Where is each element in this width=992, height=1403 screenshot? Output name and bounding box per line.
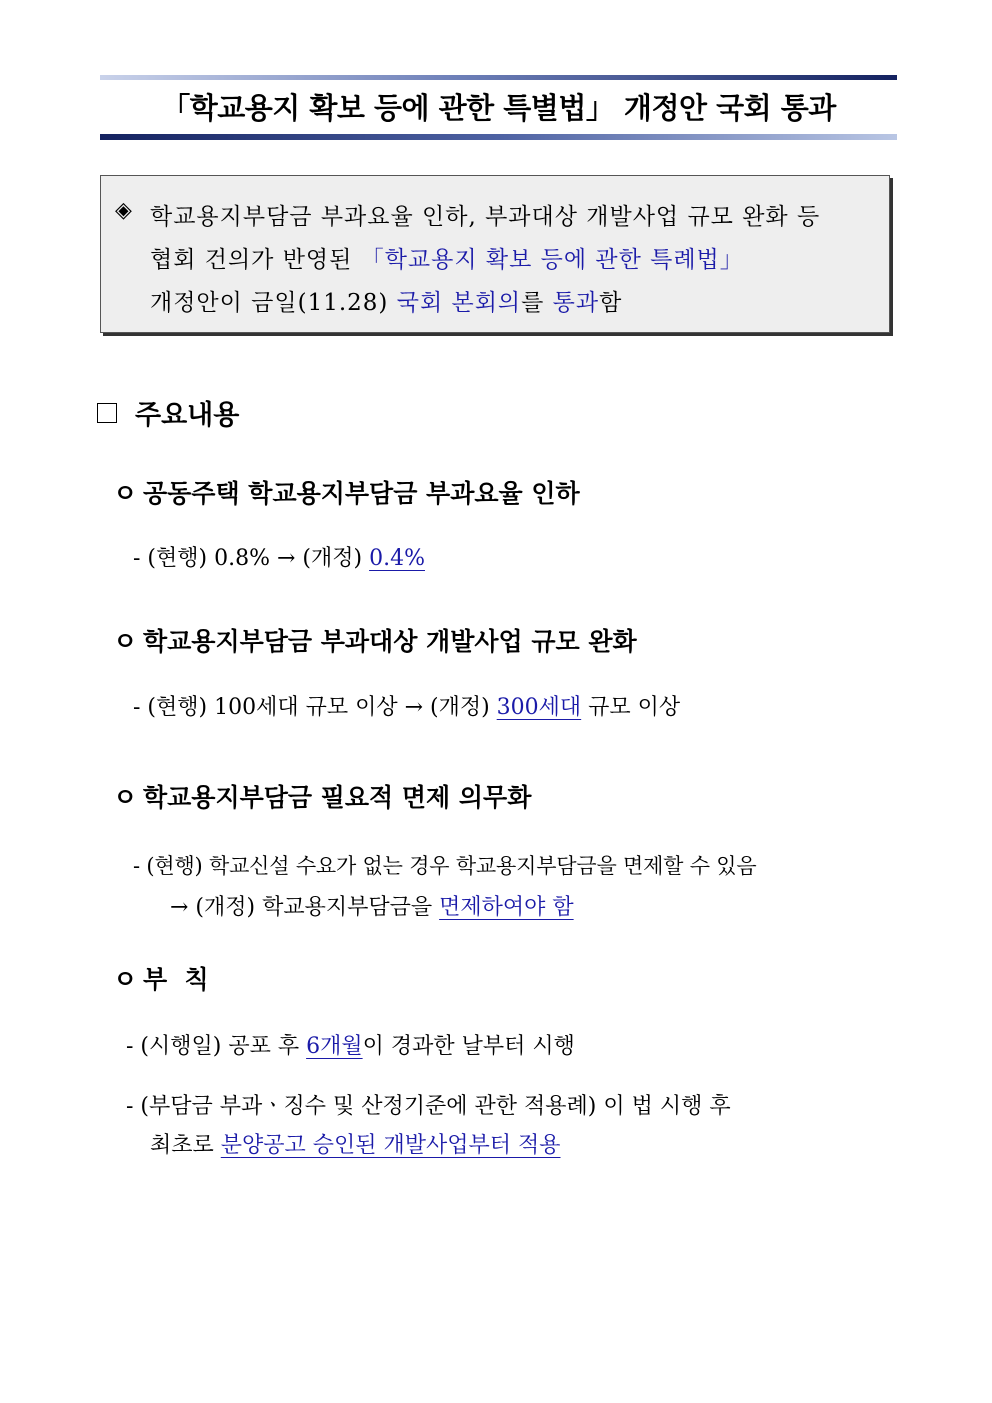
item-detail-3-line-1: - (현행) 학교신설 수요가 없는 경우 학교용지부담금을 면제할 수 있음 (133, 854, 757, 878)
summary-line-1: 학교용지부담금 부과요율 인하, 부과대상 개발사업 규모 완화 등 (150, 204, 821, 230)
title-rule-top (100, 75, 897, 80)
item-heading-text: 공동주택 학교용지부담금 부과요율 인하 (143, 479, 580, 508)
detail-text-post: 규모 이상 (588, 695, 681, 720)
item-heading-2 (113, 622, 637, 658)
item-heading-text: 학교용지부담금 필요적 면제 의무화 (143, 783, 532, 812)
bullet-icon: ㅇ (113, 965, 138, 994)
item-detail-3-line-2 (170, 890, 574, 921)
item-heading-1 (113, 474, 580, 510)
bullet-icon: ㅇ (113, 627, 138, 656)
bullet-icon: ㅇ (113, 479, 138, 508)
summary-line-2-text: 협회 건의가 반영된 (150, 247, 353, 273)
title-rule-bottom (100, 134, 897, 140)
detail-text: - (현행) 100세대 규모 이상 → (개정) (133, 695, 490, 720)
item-detail-4-sub-2-line-1: - (부담금 부과ㆍ징수 및 산정기준에 관한 적용례) 이 법 시행 후 (126, 1094, 731, 1119)
item-detail-1 (133, 541, 425, 572)
summary-line-2 (150, 241, 744, 274)
passed-word: 통과 (552, 290, 600, 316)
item-detail-4-sub-1 (126, 1029, 575, 1060)
detail-text: 최초로 (150, 1133, 214, 1158)
highlight-value: 300세대 (496, 695, 582, 720)
item-heading-4 (113, 960, 209, 996)
item-heading-text: 부 칙 (143, 965, 209, 994)
diamond-bullet-icon: ◈ (115, 198, 132, 223)
highlight-value: 분양공고 승인된 개발사업부터 적용 (220, 1133, 561, 1158)
detail-text: → (개정) 학교용지부담금을 (170, 895, 433, 920)
plenary-session: 국회 본회의 (396, 290, 522, 316)
summary-ending: 함 (599, 290, 623, 316)
item-heading-3 (113, 778, 531, 814)
summary-particle: 를 (521, 290, 545, 316)
checkbox-square-icon (97, 403, 117, 423)
section-header (97, 393, 239, 432)
section-title: 주요내용 (135, 400, 240, 431)
page-title: 「학교용지 확보 등에 관한 특별법」 개정안 국회 통과 (161, 91, 836, 125)
detail-text: - (현행) 0.8% → (개정) (133, 546, 363, 571)
detail-text-post: 이 경과한 날부터 시행 (362, 1034, 575, 1059)
law-name: 「학교용지 확보 등에 관한 특례법」 (360, 247, 744, 273)
summary-line-3-text: 개정안이 금일(11.28) (150, 290, 389, 316)
highlight-value: 6개월 (306, 1034, 363, 1059)
item-detail-2 (133, 690, 680, 721)
highlight-value: 면제하여야 함 (439, 895, 574, 920)
bullet-icon: ㅇ (113, 783, 138, 812)
summary-line-3 (150, 284, 622, 317)
item-detail-4-sub-2-line-2 (150, 1128, 561, 1159)
highlight-value: 0.4% (369, 546, 425, 571)
item-heading-text: 학교용지부담금 부과대상 개발사업 규모 완화 (143, 627, 637, 656)
detail-text: - (시행일) 공포 후 (126, 1034, 300, 1059)
